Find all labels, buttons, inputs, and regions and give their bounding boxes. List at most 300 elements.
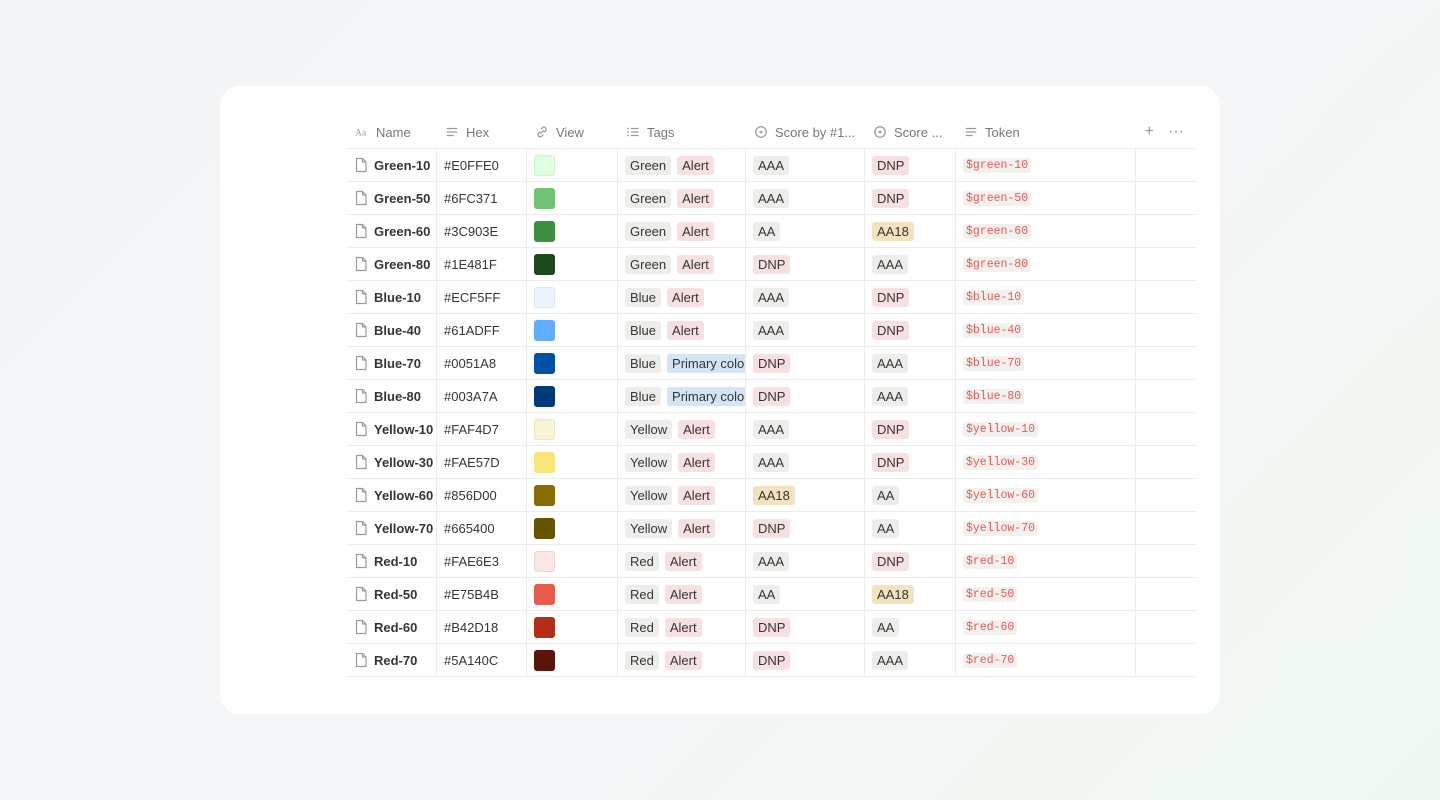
score-badge: AA18 bbox=[872, 585, 914, 604]
score-2-cell[interactable] bbox=[865, 281, 956, 313]
name-cell[interactable] bbox=[347, 512, 437, 544]
color-swatch bbox=[534, 419, 555, 440]
score-badge: AAA bbox=[872, 255, 908, 274]
token-cell[interactable] bbox=[956, 479, 1136, 511]
tags-cell[interactable] bbox=[618, 413, 746, 445]
score-badge: DNP bbox=[753, 651, 790, 670]
token-code: $green-50 bbox=[963, 191, 1031, 206]
view-cell[interactable] bbox=[527, 314, 618, 346]
page-icon bbox=[354, 454, 368, 470]
column-header-hex[interactable] bbox=[437, 116, 527, 148]
token-code: $blue-40 bbox=[963, 323, 1024, 338]
score-badge: AA bbox=[872, 519, 899, 538]
tag-color-family: Yellow bbox=[625, 519, 672, 538]
hex-cell[interactable] bbox=[437, 215, 527, 247]
empty-cell bbox=[1136, 248, 1196, 280]
hex-cell[interactable] bbox=[437, 545, 527, 577]
view-cell[interactable] bbox=[527, 545, 618, 577]
name-cell[interactable] bbox=[347, 545, 437, 577]
row-name[interactable]: Blue-70 bbox=[374, 355, 421, 371]
score-badge: AAA bbox=[753, 321, 789, 340]
score-2-cell[interactable] bbox=[865, 182, 956, 214]
view-cell[interactable] bbox=[527, 578, 618, 610]
tags-cell[interactable] bbox=[618, 215, 746, 247]
column-header-view[interactable] bbox=[527, 116, 618, 148]
tags-cell[interactable] bbox=[618, 182, 746, 214]
score-1-cell[interactable] bbox=[746, 479, 865, 511]
tag-usage: Alert bbox=[665, 618, 702, 637]
score-badge: DNP bbox=[753, 255, 790, 274]
tag-usage: Alert bbox=[665, 651, 702, 670]
token-cell[interactable] bbox=[956, 149, 1136, 181]
color-table bbox=[347, 116, 1196, 677]
token-cell[interactable] bbox=[956, 446, 1136, 478]
page-icon bbox=[354, 619, 368, 635]
table-row[interactable] bbox=[347, 248, 1196, 281]
color-swatch bbox=[534, 254, 555, 275]
score-badge: DNP bbox=[872, 288, 909, 307]
hex-cell[interactable] bbox=[437, 347, 527, 379]
row-name[interactable]: Blue-10 bbox=[374, 289, 421, 305]
name-cell[interactable] bbox=[347, 446, 437, 478]
score-2-cell[interactable] bbox=[865, 347, 956, 379]
score-badge: AAA bbox=[753, 156, 789, 175]
column-header-name[interactable] bbox=[347, 116, 437, 148]
score-badge: AA bbox=[872, 486, 899, 505]
token-code: $green-60 bbox=[963, 224, 1031, 239]
tag-color-family: Red bbox=[625, 651, 659, 670]
score-badge: DNP bbox=[753, 387, 790, 406]
view-cell[interactable] bbox=[527, 413, 618, 445]
hex-cell[interactable] bbox=[437, 644, 527, 676]
tags-cell[interactable] bbox=[618, 314, 746, 346]
token-code: $blue-70 bbox=[963, 356, 1024, 371]
tags-cell[interactable] bbox=[618, 611, 746, 643]
page-icon bbox=[354, 355, 368, 371]
name-cell[interactable] bbox=[347, 644, 437, 676]
token-cell[interactable] bbox=[956, 611, 1136, 643]
token-cell[interactable] bbox=[956, 512, 1136, 544]
name-cell[interactable] bbox=[347, 347, 437, 379]
score-1-cell[interactable] bbox=[746, 314, 865, 346]
row-name[interactable]: Green-50 bbox=[374, 190, 431, 206]
hex-cell[interactable] bbox=[437, 248, 527, 280]
row-name[interactable]: Green-60 bbox=[374, 223, 431, 239]
empty-cell bbox=[1136, 611, 1196, 643]
score-badge: DNP bbox=[872, 321, 909, 340]
token-code: $red-50 bbox=[963, 587, 1017, 602]
multi-select-icon bbox=[625, 124, 641, 140]
score-badge: AA bbox=[753, 222, 780, 241]
row-name[interactable]: Red-10 bbox=[374, 553, 418, 569]
score-2-cell[interactable] bbox=[865, 413, 956, 445]
score-2-cell[interactable] bbox=[865, 215, 956, 247]
column-header-tags[interactable] bbox=[618, 116, 746, 148]
color-swatch bbox=[534, 584, 555, 605]
score-1-cell[interactable] bbox=[746, 446, 865, 478]
token-cell[interactable] bbox=[956, 380, 1136, 412]
table-row[interactable] bbox=[347, 512, 1196, 545]
empty-cell bbox=[1136, 644, 1196, 676]
score-badge: AAA bbox=[753, 552, 789, 571]
score-1-cell[interactable] bbox=[746, 413, 865, 445]
view-cell[interactable] bbox=[527, 281, 618, 313]
score-badge: AA18 bbox=[753, 486, 795, 505]
database-card bbox=[220, 86, 1220, 714]
table-row[interactable] bbox=[347, 281, 1196, 314]
row-name[interactable]: Red-60 bbox=[374, 619, 418, 635]
row-name[interactable]: Green-10 bbox=[374, 157, 431, 173]
column-label: Token bbox=[985, 124, 1020, 140]
token-code: $yellow-70 bbox=[963, 521, 1038, 536]
page-icon bbox=[354, 289, 368, 305]
token-code: $red-60 bbox=[963, 620, 1017, 635]
hex-value: #3C903E bbox=[444, 223, 499, 239]
row-name[interactable]: Blue-40 bbox=[374, 322, 421, 338]
tag-usage: Alert bbox=[677, 222, 714, 241]
view-cell[interactable] bbox=[527, 149, 618, 181]
token-cell[interactable] bbox=[956, 248, 1136, 280]
view-cell[interactable] bbox=[527, 644, 618, 676]
empty-cell bbox=[1136, 149, 1196, 181]
hex-value: #FAF4D7 bbox=[444, 421, 499, 437]
view-cell[interactable] bbox=[527, 248, 618, 280]
table-row[interactable] bbox=[347, 578, 1196, 611]
name-cell[interactable] bbox=[347, 281, 437, 313]
tag-color-family: Blue bbox=[625, 387, 661, 406]
score-2-cell[interactable] bbox=[865, 611, 956, 643]
color-swatch bbox=[534, 485, 555, 506]
column-label: Score ... bbox=[894, 124, 943, 140]
score-badge: DNP bbox=[872, 189, 909, 208]
hex-value: #856D00 bbox=[444, 487, 497, 503]
score-badge: DNP bbox=[872, 453, 909, 472]
score-badge: DNP bbox=[872, 420, 909, 439]
tag-color-family: Blue bbox=[625, 288, 661, 307]
token-code: $red-70 bbox=[963, 653, 1017, 668]
score-2-cell[interactable] bbox=[865, 578, 956, 610]
hex-cell[interactable] bbox=[437, 314, 527, 346]
table-row[interactable] bbox=[347, 149, 1196, 182]
score-1-cell[interactable] bbox=[746, 380, 865, 412]
text-icon bbox=[963, 124, 979, 140]
name-cell[interactable] bbox=[347, 314, 437, 346]
empty-cell bbox=[1136, 413, 1196, 445]
hex-value: #ECF5FF bbox=[444, 289, 501, 305]
token-cell[interactable] bbox=[956, 545, 1136, 577]
tag-color-family: Green bbox=[625, 156, 671, 175]
hex-cell[interactable] bbox=[437, 380, 527, 412]
page-icon bbox=[354, 190, 368, 206]
column-header-score-2[interactable] bbox=[865, 116, 956, 148]
select-icon bbox=[872, 124, 888, 140]
color-swatch bbox=[534, 188, 555, 209]
score-1-cell[interactable] bbox=[746, 545, 865, 577]
score-2-cell[interactable] bbox=[865, 446, 956, 478]
token-cell[interactable] bbox=[956, 644, 1136, 676]
score-1-cell[interactable] bbox=[746, 215, 865, 247]
score-badge: AAA bbox=[872, 387, 908, 406]
tag-usage: Alert bbox=[678, 519, 715, 538]
column-header-score-1[interactable] bbox=[746, 116, 865, 148]
token-code: $yellow-60 bbox=[963, 488, 1038, 503]
hex-value: #E0FFE0 bbox=[444, 157, 499, 173]
page-icon bbox=[354, 421, 368, 437]
text-icon bbox=[444, 124, 460, 140]
tags-cell[interactable] bbox=[618, 545, 746, 577]
page-icon bbox=[354, 652, 368, 668]
tag-usage: Alert bbox=[677, 189, 714, 208]
score-1-cell[interactable] bbox=[746, 281, 865, 313]
tags-cell[interactable] bbox=[618, 149, 746, 181]
table-row[interactable] bbox=[347, 380, 1196, 413]
view-cell[interactable] bbox=[527, 446, 618, 478]
page-icon bbox=[354, 322, 368, 338]
color-swatch bbox=[534, 353, 555, 374]
color-swatch bbox=[534, 221, 555, 242]
tag-usage: Alert bbox=[665, 552, 702, 571]
view-cell[interactable] bbox=[527, 512, 618, 544]
tag-color-family: Green bbox=[625, 222, 671, 241]
token-cell[interactable] bbox=[956, 281, 1136, 313]
score-2-cell[interactable] bbox=[865, 512, 956, 544]
hex-value: #003A7A bbox=[444, 388, 498, 404]
row-name[interactable]: Red-70 bbox=[374, 652, 418, 668]
tag-usage: Alert bbox=[677, 156, 714, 175]
tag-color-family: Blue bbox=[625, 321, 661, 340]
score-2-cell[interactable] bbox=[865, 644, 956, 676]
token-code: $yellow-10 bbox=[963, 422, 1038, 437]
token-code: $green-10 bbox=[963, 158, 1031, 173]
token-cell[interactable] bbox=[956, 182, 1136, 214]
tags-cell[interactable] bbox=[618, 512, 746, 544]
tags-cell[interactable] bbox=[618, 578, 746, 610]
tag-color-family: Blue bbox=[625, 354, 661, 373]
column-actions bbox=[1136, 116, 1196, 148]
tag-usage: Alert bbox=[678, 486, 715, 505]
token-code: $blue-10 bbox=[963, 290, 1024, 305]
column-label: Hex bbox=[466, 124, 490, 140]
score-1-cell[interactable] bbox=[746, 248, 865, 280]
score-1-cell[interactable] bbox=[746, 611, 865, 643]
page-icon bbox=[354, 223, 368, 239]
token-cell[interactable] bbox=[956, 413, 1136, 445]
hex-value: #FAE57D bbox=[444, 454, 500, 470]
color-swatch bbox=[534, 452, 555, 473]
score-badge: AAA bbox=[753, 189, 789, 208]
empty-cell bbox=[1136, 314, 1196, 346]
page-icon bbox=[354, 487, 368, 503]
token-code: $green-80 bbox=[963, 257, 1031, 272]
score-badge: DNP bbox=[872, 156, 909, 175]
color-swatch bbox=[534, 518, 555, 539]
hex-value: #665400 bbox=[444, 520, 495, 536]
title-icon bbox=[354, 124, 370, 140]
name-cell[interactable] bbox=[347, 380, 437, 412]
row-name[interactable]: Yellow-70 bbox=[374, 520, 434, 536]
tag-color-family: Green bbox=[625, 255, 671, 274]
row-name[interactable]: Yellow-10 bbox=[374, 421, 434, 437]
hex-value: #61ADFF bbox=[444, 322, 500, 338]
name-cell[interactable] bbox=[347, 413, 437, 445]
row-name[interactable]: Blue-80 bbox=[374, 388, 421, 404]
hex-cell[interactable] bbox=[437, 413, 527, 445]
hex-value: #1E481F bbox=[444, 256, 497, 272]
empty-cell bbox=[1136, 281, 1196, 313]
score-1-cell[interactable] bbox=[746, 149, 865, 181]
more-options-button[interactable]: ··· bbox=[1168, 123, 1184, 140]
tags-cell[interactable] bbox=[618, 380, 746, 412]
name-cell[interactable] bbox=[347, 149, 437, 181]
name-cell[interactable] bbox=[347, 182, 437, 214]
token-cell[interactable] bbox=[956, 578, 1136, 610]
score-badge: DNP bbox=[753, 519, 790, 538]
score-badge: AAA bbox=[753, 420, 789, 439]
column-label: Name bbox=[376, 124, 411, 140]
token-cell[interactable] bbox=[956, 314, 1136, 346]
color-swatch bbox=[534, 287, 555, 308]
score-1-cell[interactable] bbox=[746, 347, 865, 379]
tag-color-family: Red bbox=[625, 618, 659, 637]
score-2-cell[interactable] bbox=[865, 380, 956, 412]
score-badge: AAA bbox=[872, 651, 908, 670]
tag-usage: Alert bbox=[665, 585, 702, 604]
add-column-button[interactable]: + bbox=[1144, 123, 1155, 140]
tag-color-family: Red bbox=[625, 585, 659, 604]
hex-value: #E75B4B bbox=[444, 586, 499, 602]
hex-cell[interactable] bbox=[437, 182, 527, 214]
name-cell[interactable] bbox=[347, 479, 437, 511]
empty-cell bbox=[1136, 380, 1196, 412]
tags-cell[interactable] bbox=[618, 479, 746, 511]
color-swatch bbox=[534, 320, 555, 341]
hex-value: #0051A8 bbox=[444, 355, 497, 371]
hex-cell[interactable] bbox=[437, 281, 527, 313]
row-name[interactable]: Yellow-30 bbox=[374, 454, 434, 470]
table-row[interactable] bbox=[347, 446, 1196, 479]
hex-cell[interactable] bbox=[437, 611, 527, 643]
tag-usage: Primary colo bbox=[667, 387, 746, 406]
hex-cell[interactable] bbox=[437, 512, 527, 544]
tags-cell[interactable] bbox=[618, 347, 746, 379]
tag-color-family: Yellow bbox=[625, 420, 672, 439]
table-row[interactable] bbox=[347, 413, 1196, 446]
view-cell[interactable] bbox=[527, 380, 618, 412]
empty-cell bbox=[1136, 545, 1196, 577]
token-cell[interactable] bbox=[956, 347, 1136, 379]
tags-cell[interactable] bbox=[618, 446, 746, 478]
table-header bbox=[347, 116, 1196, 149]
row-name[interactable]: Yellow-60 bbox=[374, 487, 434, 503]
empty-cell bbox=[1136, 479, 1196, 511]
column-header-token[interactable] bbox=[956, 116, 1136, 148]
view-cell[interactable] bbox=[527, 479, 618, 511]
hex-cell[interactable] bbox=[437, 446, 527, 478]
tag-usage: Primary colo bbox=[667, 354, 746, 373]
score-2-cell[interactable] bbox=[865, 545, 956, 577]
score-2-cell[interactable] bbox=[865, 314, 956, 346]
hex-cell[interactable] bbox=[437, 578, 527, 610]
score-1-cell[interactable] bbox=[746, 644, 865, 676]
table-row[interactable] bbox=[347, 215, 1196, 248]
hex-value: #6FC371 bbox=[444, 190, 498, 206]
name-cell[interactable] bbox=[347, 578, 437, 610]
empty-cell bbox=[1136, 578, 1196, 610]
score-1-cell[interactable] bbox=[746, 512, 865, 544]
tags-cell[interactable] bbox=[618, 281, 746, 313]
hex-value: #5A140C bbox=[444, 652, 499, 668]
table-row[interactable] bbox=[347, 644, 1196, 677]
table-row[interactable] bbox=[347, 314, 1196, 347]
view-cell[interactable] bbox=[527, 215, 618, 247]
token-code: $blue-80 bbox=[963, 389, 1024, 404]
score-1-cell[interactable] bbox=[746, 182, 865, 214]
score-badge: AA18 bbox=[872, 222, 914, 241]
score-2-cell[interactable] bbox=[865, 149, 956, 181]
page-icon bbox=[354, 388, 368, 404]
tag-usage: Alert bbox=[678, 420, 715, 439]
empty-cell bbox=[1136, 347, 1196, 379]
page-icon bbox=[354, 157, 368, 173]
score-badge: DNP bbox=[872, 552, 909, 571]
hex-value: #FAE6E3 bbox=[444, 553, 499, 569]
empty-cell bbox=[1136, 512, 1196, 544]
color-swatch bbox=[534, 386, 555, 407]
tag-color-family: Green bbox=[625, 189, 671, 208]
score-1-cell[interactable] bbox=[746, 578, 865, 610]
tag-usage: Alert bbox=[678, 453, 715, 472]
table-row[interactable] bbox=[347, 479, 1196, 512]
empty-cell bbox=[1136, 215, 1196, 247]
name-cell[interactable] bbox=[347, 215, 437, 247]
hex-cell[interactable] bbox=[437, 149, 527, 181]
token-code: $red-10 bbox=[963, 554, 1017, 569]
tag-usage: Alert bbox=[667, 321, 704, 340]
hex-cell[interactable] bbox=[437, 479, 527, 511]
name-cell[interactable] bbox=[347, 248, 437, 280]
tags-cell[interactable] bbox=[618, 644, 746, 676]
view-cell[interactable] bbox=[527, 182, 618, 214]
score-badge: DNP bbox=[753, 618, 790, 637]
view-cell[interactable] bbox=[527, 611, 618, 643]
tags-cell[interactable] bbox=[618, 248, 746, 280]
color-swatch bbox=[534, 155, 555, 176]
token-cell[interactable] bbox=[956, 215, 1136, 247]
table-row[interactable] bbox=[347, 347, 1196, 380]
view-cell[interactable] bbox=[527, 347, 618, 379]
row-name[interactable]: Red-50 bbox=[374, 586, 418, 602]
tag-usage: Alert bbox=[677, 255, 714, 274]
score-badge: AA bbox=[872, 618, 899, 637]
svg-text:Aa: Aa bbox=[355, 127, 367, 139]
score-badge: AA bbox=[753, 585, 780, 604]
table-row[interactable] bbox=[347, 182, 1196, 215]
token-code: $yellow-30 bbox=[963, 455, 1038, 470]
score-2-cell[interactable] bbox=[865, 248, 956, 280]
page-icon bbox=[354, 520, 368, 536]
table-body bbox=[347, 149, 1196, 677]
column-label: Tags bbox=[647, 124, 675, 140]
page-icon bbox=[354, 553, 368, 569]
score-2-cell[interactable] bbox=[865, 479, 956, 511]
table-row[interactable] bbox=[347, 545, 1196, 578]
color-swatch bbox=[534, 551, 555, 572]
tag-color-family: Yellow bbox=[625, 453, 672, 472]
table-row[interactable] bbox=[347, 611, 1196, 644]
name-cell[interactable] bbox=[347, 611, 437, 643]
row-name[interactable]: Green-80 bbox=[374, 256, 431, 272]
link-icon bbox=[534, 124, 550, 140]
